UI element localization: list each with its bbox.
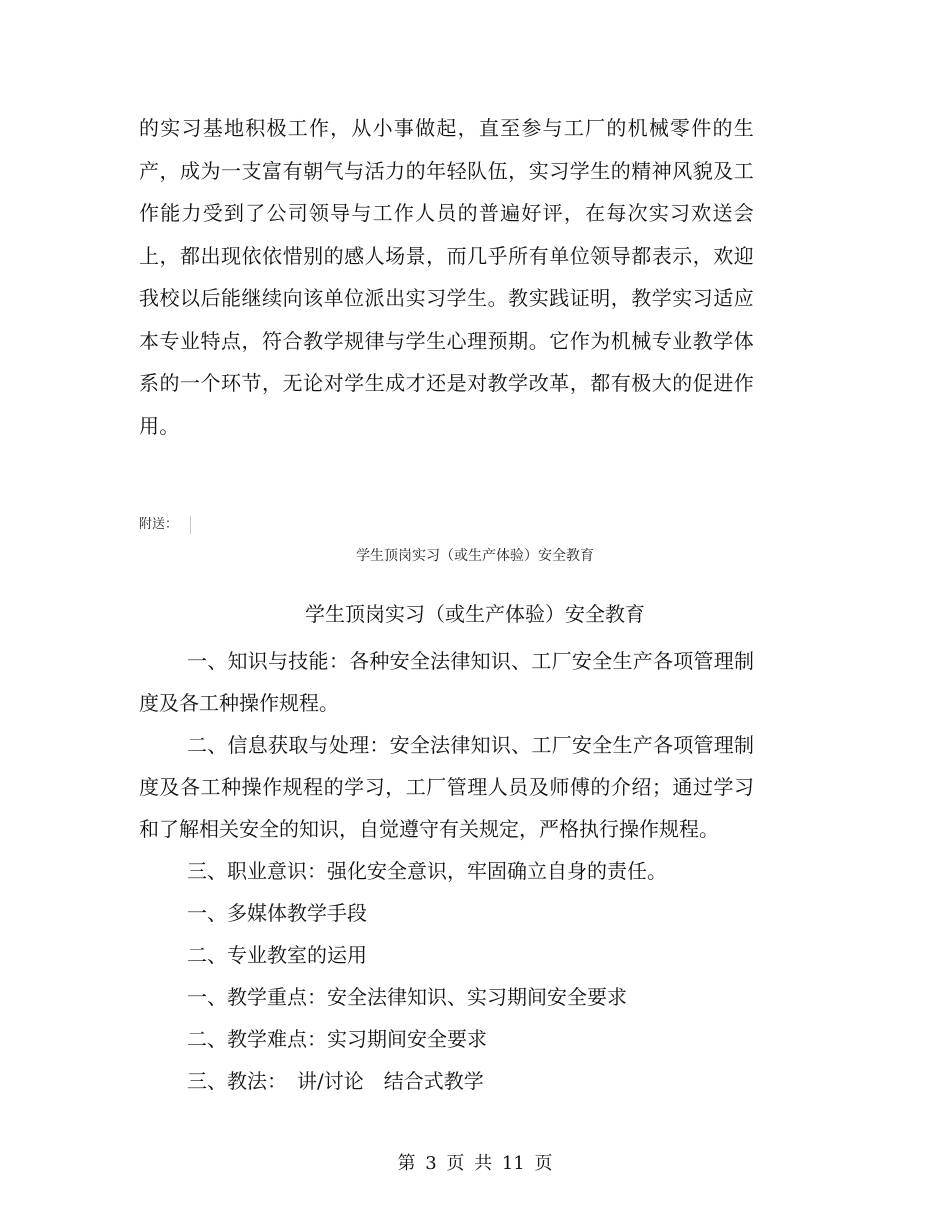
main-title: 学生顶岗实习（或生产体验）安全教育	[305, 602, 645, 626]
continued-paragraph: 的实习基地积极工作，从小事做起，直至参与工厂的机械零件的生产，成为一支富有朝气与活力的年轻队伍，实习学生的精神风貌及工作能力受到了公司领导与工作人员的普遍好评，在每次实习欢送会上，都出现依依惜别的感人场景，而几乎所有单位领导都表示，欢迎我校以后能继续向该单位派出实习学生。教实践证明，教学实习适应本专业特点，符合教学规律与学生心理预期。它作为机械专业教学体系的一个环节，无论对学生成才还是对教学改革，都有极大的促进作用。	[139, 116, 754, 438]
section-knowledge-skills: 一、知识与技能：各种安全法律知识、工厂安全生产各项管理制度及各工种操作规程。	[139, 649, 754, 715]
section-key-points: 一、教学重点：安全法律知识、实习期间安全要求	[187, 985, 627, 1009]
attachment-label-row	[139, 514, 191, 536]
section-professional-awareness: 三、职业意识：强化安全意识，牢固确立自身的责任。	[187, 859, 667, 883]
page-footer: 第 3 页 共 11 页	[397, 1153, 553, 1174]
section-information-processing: 二、信息获取与处理：安全法律知识、工厂安全生产各项管理制度及各工种操作规程的学习，工厂管理人员及师傅的介绍；通过学习和了解相关安全的知识，自觉遵守有关规定，严格执行操作规程。	[139, 733, 754, 841]
section-multimedia: 一、多媒体教学手段	[187, 901, 367, 925]
section-classroom: 二、专业教室的运用	[187, 943, 367, 967]
attachment-small-title: 学生顶岗实习（或生产体验）安全教育	[356, 548, 594, 564]
section-teaching-method: 三、教法： 讲/讨论 结合式教学	[187, 1069, 484, 1093]
continued-paragraph-block	[139, 107, 754, 447]
sections-block	[139, 640, 754, 1102]
section-difficulties: 二、教学难点：实习期间安全要求	[187, 1027, 487, 1051]
attachment-label: 附送：	[139, 517, 179, 532]
cursor-divider	[190, 516, 191, 534]
